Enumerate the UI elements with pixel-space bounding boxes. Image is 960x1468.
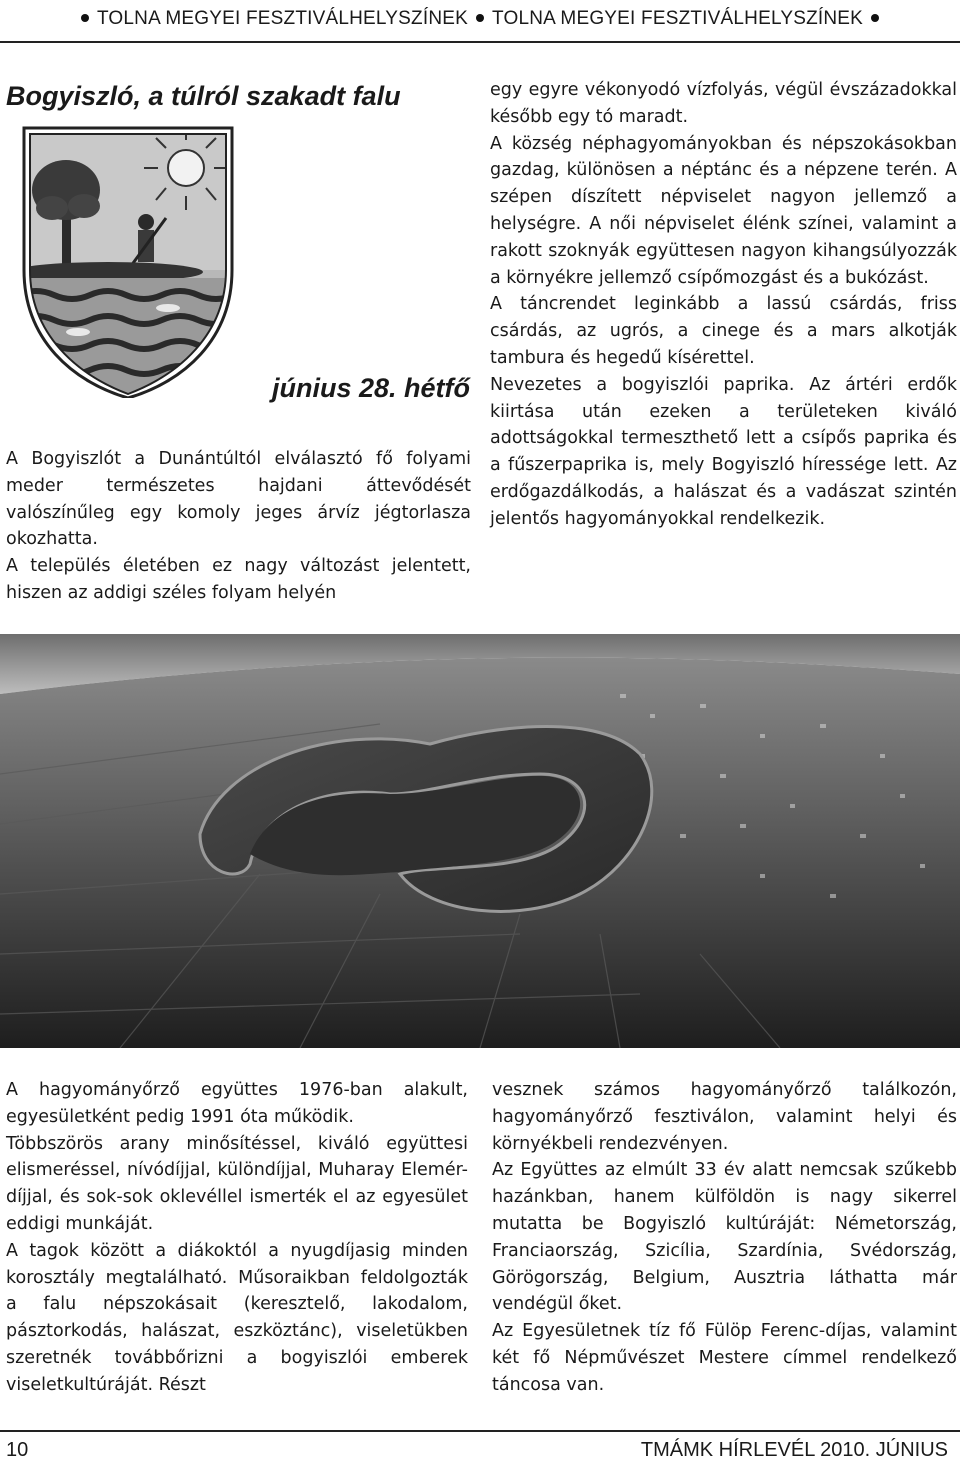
paragraph: Az Együttes az elmúlt 33 év alatt nemcsak szűkebb hazánkban, hanem külföldön is nagy sikerrel mutatta be Bogyiszló kultúráját: Németország, Franciaország, Szicília, Szardínia, Svédország, Görögország, Belgium, Ausztria láthatta már vendégül őket. [492,1160,957,1315]
sentence: Az erdőgazdálkodás, a halászat és a vadászat szintén jelentős hagyományokkal rendelkezik. [490,455,957,529]
paragraph [490,131,957,292]
header-divider [0,41,960,43]
left-column-bottom [6,1077,468,1399]
paragraph: A település életében ez nagy változást jelentett, hiszen az addigi széles folyam helyén [6,556,471,603]
paragraph: egy egyre vékonyodó vízfolyás, végül évszázadokkal később egy tó maradt. [490,80,957,127]
paragraph: A táncrendet leginkább a lassú csárdás, friss csárdás, az ugrós, a cinege és a mars alkotják tambura és hegedű kísérettel. [490,294,957,368]
paragraph: Többszörös arany minősítéssel, kiváló együttesi elismeréssel, nívódíjjal, különdíjjal, Muharay Elemér-díjjal, és sok-sok oklevéllel ismerték el az egyesület eddigi munkáját. [6,1133,468,1234]
header-text-left: TOLNA MEGYEI FESZTIVÁLHELYSZÍNEK [96,8,468,29]
footer-divider [0,1430,960,1432]
sentence: A község néphagyományokban és népszokásokban gazdag, különösen a néptánc és a népzene terén. [490,133,957,181]
right-column-bottom [492,1077,957,1399]
sentence: Műsoraikban feldolgozták a falu népszokásait (keresztelő, lakodalom, pásztorkodás, halászat, eszköztánc), viseletükben szeretnék továbbőrizni a bogyiszlói emberek viseletkultúráját. Részt [6,1267,468,1395]
right-column-top [490,77,957,533]
sentence: A tagok között a diákoktól a nyugdíjasig minden korosztály megtalálható. [6,1240,468,1288]
paragraph [490,372,957,533]
paragraph: A Bogyiszlót a Dunántúltól elválasztó fő folyami meder természetes hajdani áttevődését valószínűleg egy komoly jeges árvíz jégtorlasza okozhatta. [6,449,471,550]
publication-name: TMÁMK HÍRLEVÉL 2010. JÚNIUS [640,1439,948,1461]
left-column-top [6,446,471,607]
sentence: Az ártéri erdők kiirtása után ezeken a területeken kiváló adottságokkal termeszthető lett a csípős paprika és a fűszerpaprika is, mely Bogyiszló híressége lett. [490,374,957,476]
article-title: Bogyiszló, a túlról szakadt falu [6,81,401,111]
coat-of-arms-image [18,120,238,398]
sentence: Nevezetes a bogyiszlói paprika. [490,374,795,395]
paragraph: vesznek számos hagyományőrző találkozón, hagyományőrző fesztiválon, valamint helyi és környékbeli rendezvényen. [492,1080,957,1154]
running-header [0,0,960,40]
aerial-photo-image [0,634,960,1048]
sentence: A női népviselet élénk színei, valamint a rakott szoknyák együttesen nagyon kihangsúlyozzák a környékre jellemző csípőmozgást és a bukózást. [490,213,957,288]
bullet-icon [871,14,879,22]
sentence: A szépen díszített népviselet nagyon jellemző a helységre. [490,160,957,234]
header-text-right: TOLNA MEGYEI FESZTIVÁLHELYSZÍNEK [492,8,864,29]
paragraph: A hagyományőrző együttes 1976-ban alakult, egyesületként pedig 1991 óta működik. [6,1080,468,1127]
page-number: 10 [6,1439,29,1461]
bullet-icon [81,14,89,22]
bullet-icon [476,14,484,22]
paragraph [6,1238,468,1399]
event-date: június 28. hétfő [271,373,470,403]
paragraph: Az Egyesületnek tíz fő Fülöp Ferenc-díjas, valamint két fő Népművészet Mestere címmel rendelkező táncosa van. [492,1321,957,1395]
